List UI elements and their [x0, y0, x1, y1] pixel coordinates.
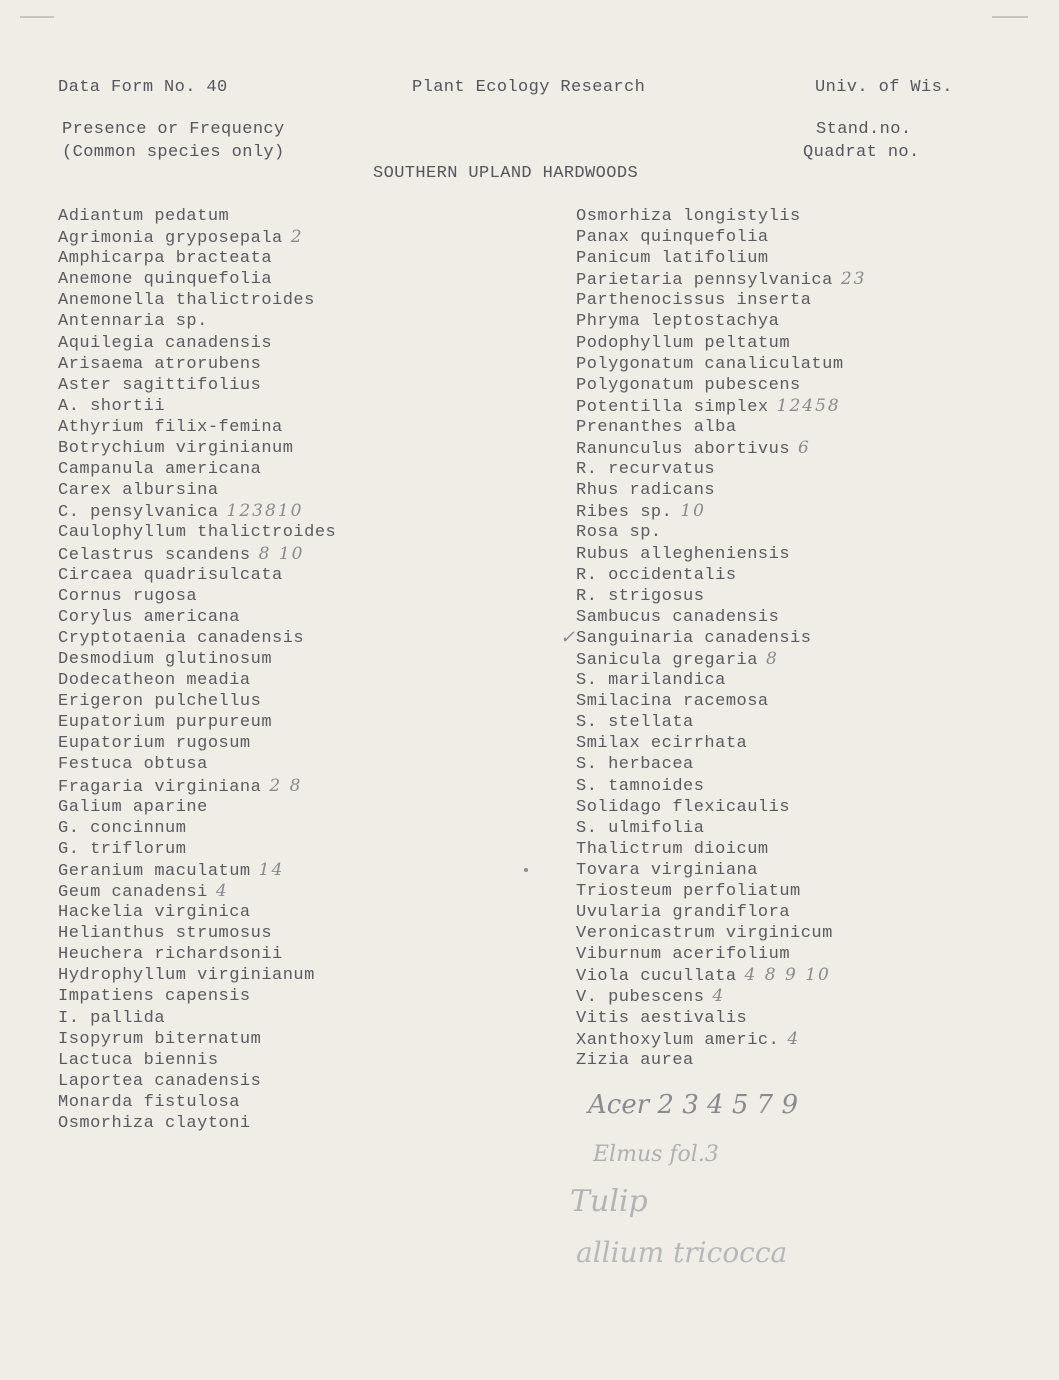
species-name: Anemone quinquefolia	[58, 270, 273, 290]
species-name: Festuca obtusa	[58, 755, 208, 775]
left-species-row	[58, 818, 336, 839]
species-name: V. pubescens	[576, 988, 705, 1008]
species-name: Ribes sp.	[576, 503, 673, 523]
species-name: S. stellata	[576, 713, 694, 733]
handwritten-tally: 6	[798, 438, 811, 459]
left-species-row	[58, 227, 336, 248]
right-species-row	[576, 290, 866, 311]
handwritten-tally: 4	[215, 881, 229, 901]
presence-label-1: Presence or Frequency	[62, 120, 285, 139]
left-species-row	[58, 754, 336, 775]
species-name: Potentilla simplex	[576, 397, 769, 417]
species-name: Sambucus canadensis	[576, 607, 780, 627]
species-name: Smilax ecirrhata	[576, 734, 748, 754]
species-name: Botrychium virginianum	[58, 439, 294, 459]
handwritten-elmus: Elmus fol.3	[593, 1142, 719, 1167]
species-name: Zizia aurea	[576, 1050, 694, 1070]
right-species-row	[576, 586, 866, 607]
species-name: S. ulmifolia	[576, 818, 705, 838]
species-name: Ranunculus abortivus	[576, 440, 791, 460]
species-name: Solidago flexicaulis	[576, 797, 791, 817]
species-name: S. tamnoides	[576, 776, 705, 796]
right-species-row	[576, 691, 866, 712]
right-species-row	[576, 565, 866, 586]
species-name: Vitis aestivalis	[576, 1008, 748, 1028]
left-species-row	[58, 776, 336, 797]
left-species-row	[58, 691, 336, 712]
species-name: Hydrophyllum virginianum	[58, 966, 315, 986]
species-name: S. herbacea	[576, 755, 694, 775]
right-species-row	[576, 522, 866, 543]
species-name: Dodecatheon meadia	[58, 671, 251, 691]
left-species-row	[58, 881, 336, 902]
species-name: Viola cucullata	[576, 967, 737, 987]
left-species-row	[58, 839, 336, 860]
species-name: Smilacina racemosa	[576, 692, 769, 712]
species-name: Adiantum pedatum	[58, 207, 230, 226]
handwritten-tally: 4 8 9 10	[744, 965, 831, 986]
species-name: Campanula americana	[58, 460, 262, 480]
handwritten-tally: 14	[258, 859, 285, 880]
species-name: Corylus americana	[58, 607, 240, 627]
right-species-row	[576, 227, 866, 248]
left-species-row	[58, 944, 336, 965]
left-species-row	[58, 333, 336, 354]
species-name: Aquilegia canadensis	[58, 333, 273, 353]
right-species-row	[576, 944, 866, 965]
left-species-row	[58, 459, 336, 480]
species-name: Sanicula gregaria	[576, 650, 758, 670]
checkmark: ✓	[560, 627, 576, 648]
species-list-right	[576, 206, 866, 1071]
handwritten-tally: 23	[840, 269, 867, 290]
handwritten-tally: 2	[290, 227, 304, 248]
right-species-row	[576, 354, 866, 375]
left-species-row	[58, 565, 336, 586]
quadrat-number-label: Quadrat no.	[803, 143, 920, 162]
species-name: A. shortii	[58, 396, 166, 416]
species-name: Fragaria virginiana	[58, 777, 262, 797]
handwritten-tally: 4	[712, 986, 726, 1007]
right-species-row	[576, 206, 866, 227]
corner-mark-left	[20, 16, 54, 18]
species-name: Carex albursina	[58, 481, 219, 501]
presence-label-2: (Common species only)	[62, 143, 285, 162]
left-species-row	[58, 522, 336, 543]
right-species-row	[576, 902, 866, 923]
species-name: Arisaema atrorubens	[58, 354, 262, 374]
species-name: R. strigosus	[576, 586, 705, 606]
species-name: Amphicarpa bracteata	[58, 249, 273, 269]
left-species-row	[58, 628, 336, 649]
species-name: S. marilandica	[576, 671, 726, 691]
right-species-row	[576, 670, 866, 691]
left-species-row	[58, 438, 336, 459]
handwritten-tally: 10	[680, 501, 706, 522]
right-species-row	[576, 860, 866, 881]
left-species-row	[58, 670, 336, 691]
left-species-row	[58, 1050, 336, 1071]
species-name: Caulophyllum thalictroides	[58, 523, 337, 543]
species-name: Panax quinquefolia	[576, 228, 769, 248]
species-name: G. concinnum	[58, 818, 187, 838]
handwritten-alliaria: allium tricocca	[576, 1236, 788, 1269]
right-species-row	[576, 649, 866, 670]
species-name: Heuchera richardsonii	[58, 945, 283, 965]
species-name: Helianthus strumosus	[58, 924, 273, 944]
right-species-row	[576, 396, 866, 417]
species-name: Prenanthes alba	[576, 417, 737, 437]
species-name: Polygonatum canaliculatum	[576, 354, 844, 374]
left-species-row	[58, 290, 336, 311]
handwritten-tally: 12458	[776, 395, 841, 416]
right-species-row	[576, 965, 866, 986]
left-species-row	[58, 923, 336, 944]
right-species-row	[576, 797, 866, 818]
right-species-row	[576, 375, 866, 396]
species-name: Veronicastrum virginicum	[576, 924, 833, 944]
handwritten-tally: 4	[787, 1028, 801, 1049]
species-name: Antennaria sp.	[58, 312, 208, 332]
species-name: Podophyllum peltatum	[576, 333, 791, 353]
right-species-row	[576, 480, 866, 501]
right-species-row	[576, 1008, 866, 1029]
handwritten-tulip: Tulip	[570, 1184, 648, 1219]
left-species-row	[58, 1029, 336, 1050]
right-species-row	[576, 754, 866, 775]
species-list-left	[58, 206, 336, 1134]
right-species-row	[576, 1050, 866, 1071]
ink-dot	[524, 868, 528, 872]
right-species-row	[576, 923, 866, 944]
right-species-row	[576, 628, 866, 649]
handwritten-acer: Acer 2 3 4 5 7 9	[588, 1090, 798, 1120]
species-name: Aster sagittifolius	[58, 375, 262, 395]
species-name: Geranium maculatum	[58, 861, 251, 881]
handwritten-tally: 2 8	[269, 775, 303, 796]
species-name: Thalictrum dioicum	[576, 839, 769, 859]
species-name: Erigeron pulchellus	[58, 692, 262, 712]
right-species-row	[576, 607, 866, 628]
species-name: Tovara virginiana	[576, 860, 758, 880]
right-species-row	[576, 818, 866, 839]
species-name: Lactuca biennis	[58, 1050, 219, 1070]
species-name: Athyrium filix-femina	[58, 417, 283, 437]
right-species-row	[576, 733, 866, 754]
left-species-row	[58, 501, 336, 522]
corner-mark-right	[992, 16, 1028, 18]
right-species-row	[576, 438, 866, 459]
right-species-row	[576, 417, 866, 438]
species-name: Cornus rugosa	[58, 586, 198, 606]
species-name: I. pallida	[58, 1008, 166, 1028]
handwritten-tally: 123810	[226, 501, 304, 522]
community-title: SOUTHERN UPLAND HARDWOODS	[373, 164, 639, 183]
right-species-row	[576, 776, 866, 797]
species-name: Desmodium glutinosum	[58, 649, 273, 669]
species-name: Rosa sp.	[576, 523, 662, 543]
stand-number-label: Stand.no.	[816, 120, 912, 139]
species-name: R. occidentalis	[576, 565, 737, 585]
right-species-row	[576, 269, 866, 290]
species-name: Polygonatum pubescens	[576, 375, 801, 395]
species-name: Monarda fistulosa	[58, 1092, 240, 1112]
right-species-row	[576, 839, 866, 860]
species-name: Anemonella thalictroides	[58, 291, 315, 311]
left-species-row	[58, 733, 336, 754]
left-species-row	[58, 1008, 336, 1029]
species-name: Uvularia grandiflora	[576, 903, 791, 923]
species-name: Triosteum perfoliatum	[576, 882, 801, 901]
left-species-row	[58, 480, 336, 501]
left-species-row	[58, 396, 336, 417]
left-species-row	[58, 269, 336, 290]
left-species-row	[58, 902, 336, 923]
species-name: C. pensylvanica	[58, 503, 219, 523]
right-species-row	[576, 544, 866, 565]
species-name: Cryptotaenia canadensis	[58, 628, 305, 648]
left-species-row	[58, 375, 336, 396]
species-name: Circaea quadrisulcata	[58, 565, 283, 585]
species-name: Parietaria pennsylvanica	[576, 271, 833, 291]
institution: Univ. of Wis.	[815, 78, 953, 97]
species-name: Galium aparine	[58, 797, 208, 817]
species-name: Phryma leptostachya	[576, 312, 780, 332]
species-name: Osmorhiza longistylis	[576, 207, 801, 226]
right-species-row	[576, 712, 866, 733]
handwritten-tally: 8 10	[258, 543, 305, 564]
species-name: G. triflorum	[58, 839, 187, 859]
left-species-row	[58, 1113, 336, 1134]
species-name: Geum canadensi	[58, 883, 208, 902]
left-species-row	[58, 860, 336, 881]
left-species-row	[58, 544, 336, 565]
form-number: Data Form No. 40	[58, 78, 228, 97]
species-name: Celastrus scandens	[58, 545, 251, 565]
left-species-row	[58, 248, 336, 269]
species-name: Hackelia virginica	[58, 903, 251, 923]
left-species-row	[58, 607, 336, 628]
right-species-row	[576, 459, 866, 480]
species-name: Eupatorium purpureum	[58, 713, 273, 733]
right-species-row	[576, 881, 866, 902]
species-name: Laportea canadensis	[58, 1071, 262, 1091]
species-name: Rhus radicans	[576, 481, 716, 501]
left-species-row	[58, 1092, 336, 1113]
right-species-row	[576, 311, 866, 332]
species-name: Impatiens capensis	[58, 987, 251, 1007]
handwritten-tally: 8	[765, 648, 779, 669]
species-name: Rubus allegheniensis	[576, 544, 791, 564]
species-name: Panicum latifolium	[576, 249, 769, 269]
left-species-row	[58, 797, 336, 818]
species-name: R. recurvatus	[576, 460, 716, 480]
right-species-row	[576, 1029, 866, 1050]
species-name: Osmorhiza claytoni	[58, 1114, 251, 1134]
right-species-row	[576, 333, 866, 354]
species-name: Parthenocissus inserta	[576, 291, 812, 311]
right-species-row	[576, 248, 866, 269]
right-species-row	[576, 986, 866, 1007]
left-species-row	[58, 1071, 336, 1092]
right-species-row	[576, 501, 866, 522]
left-species-row	[58, 206, 336, 227]
left-species-row	[58, 586, 336, 607]
left-species-row	[58, 354, 336, 375]
species-name: Isopyrum biternatum	[58, 1029, 262, 1049]
form-center-title: Plant Ecology Research	[412, 78, 646, 97]
left-species-row	[58, 649, 336, 670]
left-species-row	[58, 417, 336, 438]
left-species-row	[58, 986, 336, 1007]
species-name: Xanthoxylum americ.	[576, 1030, 780, 1050]
left-species-row	[58, 311, 336, 332]
species-name: Sanguinaria canadensis	[576, 628, 812, 648]
species-name: Eupatorium rugosum	[58, 734, 251, 754]
left-species-row	[58, 965, 336, 986]
left-species-row	[58, 712, 336, 733]
species-name: Viburnum acerifolium	[576, 945, 791, 965]
species-name: Agrimonia gryposepala	[58, 229, 283, 249]
